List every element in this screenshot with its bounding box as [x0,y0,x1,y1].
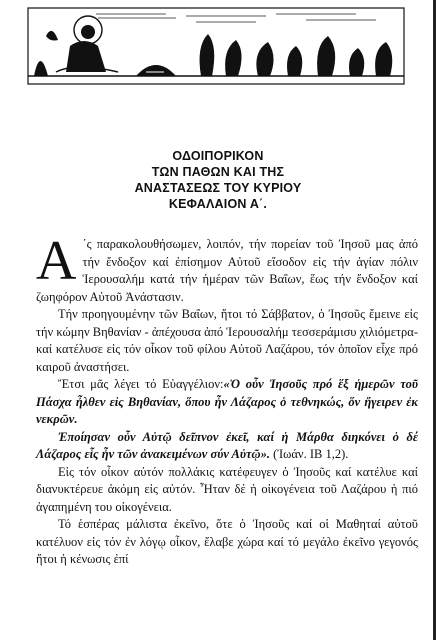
title-line-3: ΑΝΑΣΤΑΣΕΩΣ ΤΟΥ ΚΥΡΙΟΥ [134,181,302,195]
paragraph-1 [36,230,418,306]
chapter-number: ΚΕΦΑΛΑΙΟΝ Α΄. [168,197,268,211]
paragraph-4 [36,429,418,464]
gospel-quote-2: Ἐποίησαν οὖν Αὐτῷ δεῖπνον ἐκεῖ, καί ἡ Μάρθα διηκόνει ὁ δέ Λάζαρος εἷς ἦν τῶν ἀνακειμένων σύν Αὐτῷ». [36,429,418,461]
gospel-quote-1: «Ὁ οὖν Ἰησοῦς πρό ἕξ ἡμερῶν τοῦ Πάσχα ἦλθεν εἰς Βηθανίαν, ὅπου ἦν Λάζαρος ὁ τεθνηκώς, ὅν ἤγειρεν ἐκ νεκρῶν. [36,377,418,426]
paragraph-3 [36,376,418,429]
christ-praying-in-garden-illustration [26,6,406,86]
paragraph-1-text: ΄ς παρακολουθήσωμεν, λοιπόν, τήν πορείαν τοῦ Ἰησοῦ μας ἀπό τήν ἔνδοξον καί ἐπίσημον Αὐτοῦ εἴσοδον εἰς τήν ἁγίαν πόλιν Ἱερουσαλήμ κατά τήν ἡμέραν τῶν Βαΐων, ἕως τήν ἔνδοξον καί ζωηφόρον Αὐτοῦ Ἀνάστασιν. [36,237,418,304]
paragraph-5: Εἰς τόν οἶκον αὐτόν πολλάκις κατέφευγεν ὁ Ἰησοῦς καί κατέλυε καί διανυκτέρευε ἀκόμη εἰς αὐτόν. Ἦταν δέ ἡ οἰκογένεια τοῦ Λαζάρου ἡ πιό ἀγαπημένη του οἰκογένεια. [36,464,418,514]
chapter-title [0,148,436,212]
paragraph-2: Τήν προηγουμένην τῶν Βαΐων, ἤτοι τό Σάββατον, ὁ Ἰησοῦς ἔμεινε εἰς τήν κώμην Βηθανίαν - ἀπέχουσα ἀπό Ἱερουσαλήμ τεσσεράμισυ χιλιόμετρα- καί κατέλυσε εἰς τόν οἶκον τοῦ φίλου Αὐτοῦ Λαζάρου, τόν ὁποῖον εἶχε πρό καιροῦ ἀναστήσει. [36,307,418,374]
paragraph-6: Τό ἑσπέρας μάλιστα ἐκεῖνο, ὅτε ὁ Ἰησοῦς καί οἱ Μαθηταί αὐτοῦ κατέλυον εἰς τόν ἐν λόγῳ οἶκον, ἔλαβε χώρα καί τό μεγάλο ἐκεῖνο γεγονός ἤτοι ἡ κένωσις ἐπί [36,517,418,566]
drop-cap: Α [36,230,77,292]
title-line-2: ΤΩΝ ΠΑΘΩΝ ΚΑΙ ΤΗΣ [151,165,285,179]
scripture-reference: (Ἰωάν. ΙΒ 1,2). [269,447,349,461]
paragraph-3-intro: Ἔτσι μᾶς λέγει τό Εὐαγγέλιον: [58,377,224,391]
title-line-1: ΟΔΟΙΠΟΡΙΚΟΝ [172,149,264,163]
body-text [36,230,418,569]
